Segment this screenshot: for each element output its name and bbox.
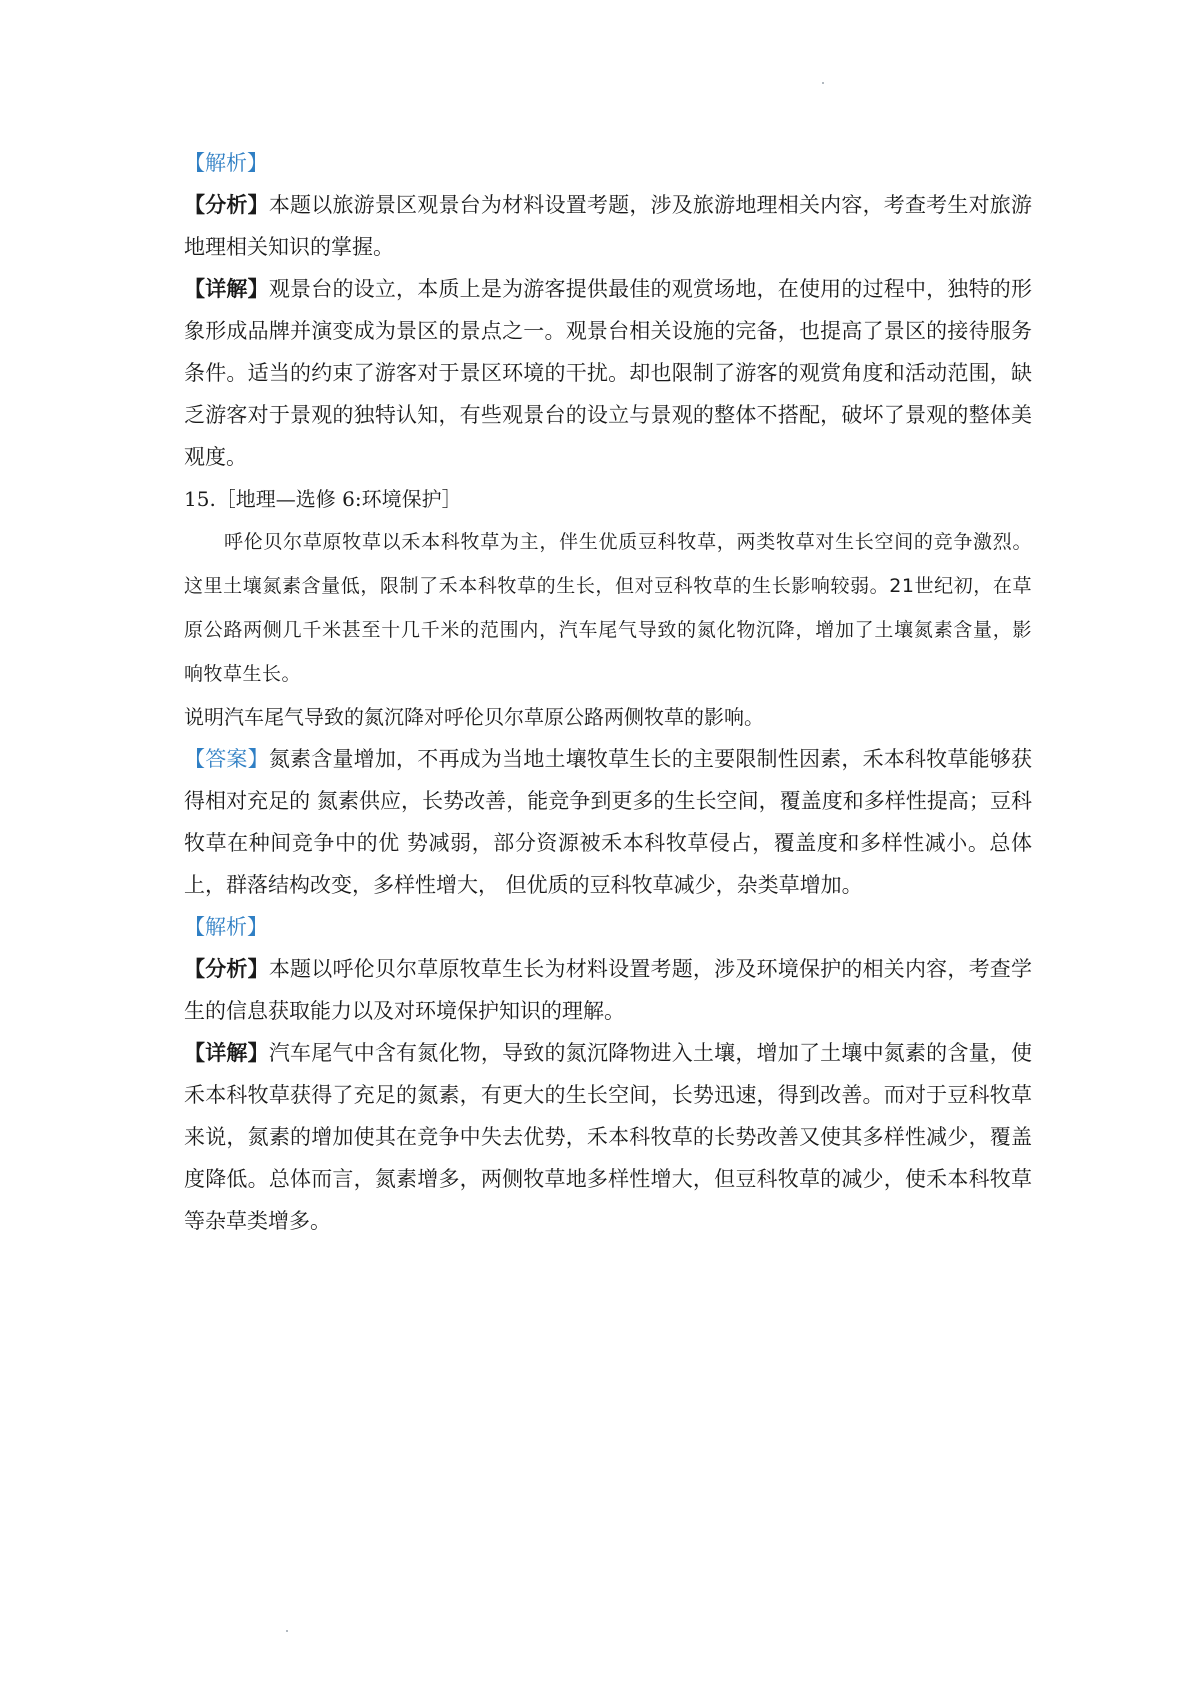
- fenxi-text-2: 本题以呼伦贝尔草原牧草生长为材料设置考题，涉及环境保护的相关内容，考查学生的信息获取能力以及对环境保护知识的理解。: [184, 957, 1033, 1023]
- xiangjie-paragraph-1: [184, 268, 1032, 478]
- jiexi-heading-2: 【解析】: [184, 915, 268, 939]
- xiangjie-text-1: 观景台的设立，本质上是为游客提供最佳的观赏场地，在使用的过程中，独特的形象形成品牌并演变成为景区的景点之一。观景台相关设施的完备，也提高了景区的接待服务条件。适当的约束了游客对于景区环境的干扰。却也限制了游客的观赏角度和活动范围，缺乏游客对于景观的独特认知，有些观景台的设立与景观的整体不搭配，破坏了景观的整体美观度。: [184, 277, 1033, 469]
- scan-dot-bottom: [286, 1630, 288, 1632]
- fenxi-paragraph-1: [184, 184, 1032, 268]
- question-15-material: 呼伦贝尔草原牧草以禾本科牧草为主，伴生优质豆科牧草，两类牧草对生长空间的竞争激烈。这里土壤氮素含量低，限制了禾本科牧草的生长，但对豆科牧草的生长影响较弱。21世纪初，在草原公路两侧几千米甚至十几千米的范围内，汽车尾气导致的氮化物沉降，增加了土壤氮素含量，影响牧草生长。: [184, 531, 1032, 685]
- xiangjie-text-2: 汽车尾气中含有氮化物，导致的氮沉降物进入土壤，增加了土壤中氮素的含量，使禾本科牧草获得了充足的氮素，有更大的生长空间，长势迅速，得到改善。而对于豆科牧草来说，氮素的增加使其在竞争中失去优势，禾本科牧草的长势改善又使其多样性减少，覆盖度降低。总体而言，氮素增多，两侧牧草地多样性增大，但豆科牧草的减少，使禾本科牧草等杂草类增多。: [184, 1041, 1033, 1233]
- scan-dot-top: [822, 82, 824, 84]
- fenxi-label-2: 【分析】: [184, 956, 269, 981]
- document-page: [184, 142, 1032, 1242]
- xiangjie-label-1: 【详解】: [184, 276, 269, 301]
- question-15-title: 15.［地理—选修 6:环境保护］: [184, 487, 462, 511]
- answer-paragraph: [184, 738, 1032, 906]
- fenxi-text-1: 本题以旅游景区观景台为材料设置考题，涉及旅游地理相关内容，考查考生对旅游地理相关知识的掌握。: [184, 193, 1033, 259]
- answer-text: 氮素含量增加，不再成为当地土壤牧草生长的主要限制性因素，禾本科牧草能够获得相对充足的 氮素供应，长势改善，能竞争到更多的生长空间，覆盖度和多样性提高；豆科牧草在种间竞争中的优 势减弱，部分资源被禾本科牧草侵占，覆盖度和多样性减小。总体上，群落结构改变，多样性增大， 但优质的豆科牧草减少，杂类草增加。: [184, 747, 1033, 897]
- jiexi-heading-1: 【解析】: [184, 151, 268, 175]
- xiangjie-label-2: 【详解】: [184, 1040, 269, 1065]
- fenxi-paragraph-2: [184, 948, 1032, 1032]
- question-15-prompt: 说明汽车尾气导致的氮沉降对呼伦贝尔草原公路两侧牧草的影响。: [184, 705, 764, 729]
- answer-label: 【答案】: [184, 747, 269, 771]
- xiangjie-paragraph-2: [184, 1032, 1032, 1242]
- fenxi-label-1: 【分析】: [184, 192, 269, 217]
